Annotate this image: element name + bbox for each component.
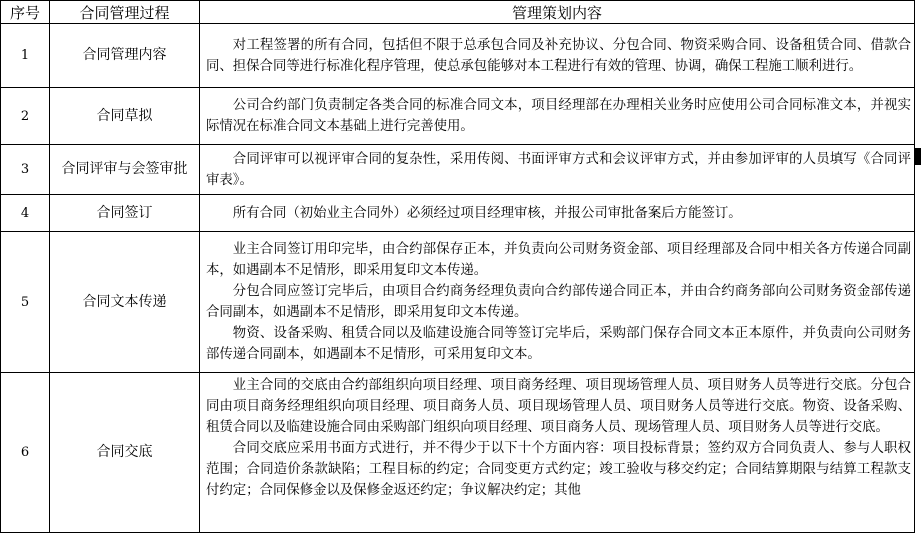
table-row — [1, 88, 915, 145]
content-cell — [200, 145, 915, 195]
content-cell — [200, 232, 915, 373]
content-paragraph: 合同评审可以视评审合同的复杂性，采用传阅、书面评审方式和会议评审方式，并由参加评审的人员填写《合同评审表》。 — [206, 151, 911, 188]
content-paragraph: 分包合同应签订完毕后，由项目合约商务经理负责向合约部传递合同正本，并由合约商务部向公司财务资金部传递合同副本，如遇副本不足情形，即采用复印文本传递。 — [206, 284, 911, 320]
process-name: 合同文本传递 — [50, 232, 200, 373]
content-paragraph: 所有合同（初始业主合同外）必须经过项目经理审核，并报公司审批备案后方能签订。 — [232, 205, 742, 221]
edge-marker — [914, 148, 921, 165]
process-name: 合同草拟 — [50, 88, 200, 145]
process-name: 合同交底 — [50, 373, 200, 533]
row-number: 3 — [1, 145, 50, 195]
table-row — [1, 373, 915, 533]
content-cell — [200, 88, 915, 145]
content-cell — [200, 373, 915, 533]
content-paragraph: 对工程签署的所有合同，包括但不限于总承包合同及补充协议、分包合同、物资采购合同、设备租赁合同、借款合同、担保合同等进行标准化程序管理，使总承包能够对本工程进行有效的管理、协调，确保工程施工顺利进行。 — [206, 37, 911, 74]
content-paragraph: 物资、设备采购、租赁合同以及临建设施合同等签订完毕后，采购部门保存合同文本正本原件，并负责向公司财务部传递合同副本，如遇副本不足情形，可采用复印文本。 — [206, 326, 911, 362]
table-header-row — [1, 1, 915, 24]
row-number: 2 — [1, 88, 50, 145]
content-paragraph: 合同交底应采用书面方式进行，并不得少于以下十个方面内容：项目投标背景；签约双方合同负责人、参与人职权范围；合同造价条款缺陷；工程目标的约定；合同变更方式约定；竣工验收与移交约定；合同结算期限与结算工程款支付约定；合同保修金以及保修金返还约定；争议解决约定；其他 — [206, 441, 911, 498]
process-name: 合同管理内容 — [50, 24, 200, 88]
content-cell — [200, 195, 915, 232]
row-number: 6 — [1, 373, 50, 533]
header-content: 管理策划内容 — [200, 1, 915, 24]
row-number: 5 — [1, 232, 50, 373]
content-cell — [200, 24, 915, 88]
row-number: 4 — [1, 195, 50, 232]
header-process: 合同管理过程 — [50, 1, 200, 24]
row-number: 1 — [1, 24, 50, 88]
content-paragraph: 业主合同签订用印完毕，由合约部保存正本，并负责向公司财务资金部、项目经理部及合同中相关各方传递合同副本，如遇副本不足情形，即采用复印文本传递。 — [206, 242, 911, 278]
table-row — [1, 24, 915, 88]
table-row — [1, 195, 915, 232]
content-paragraph: 公司合约部门负责制定各类合同的标准合同文本，项目经理部在办理相关业务时应使用公司合同标准文本，并视实际情况在标准合同文本基础上进行完善使用。 — [206, 98, 911, 134]
process-name: 合同签订 — [50, 195, 200, 232]
table-row — [1, 145, 915, 195]
header-no: 序号 — [1, 1, 50, 24]
process-name: 合同评审与会签审批 — [50, 145, 200, 195]
content-paragraph: 业主合同的交底由合约部组织向项目经理、项目商务经理、项目现场管理人员、项目财务人员等进行交底。分包合同由项目商务经理组织向项目经理、项目商务人员、项目现场管理人员、项目财务人员等进行交底。物资、设备采购、租赁合同以及临建设施合同由采购部门组织向项目经理、项目商务人员、现场管理人员、项目财务人员等进行交底。 — [206, 378, 911, 435]
table-row — [1, 232, 915, 373]
